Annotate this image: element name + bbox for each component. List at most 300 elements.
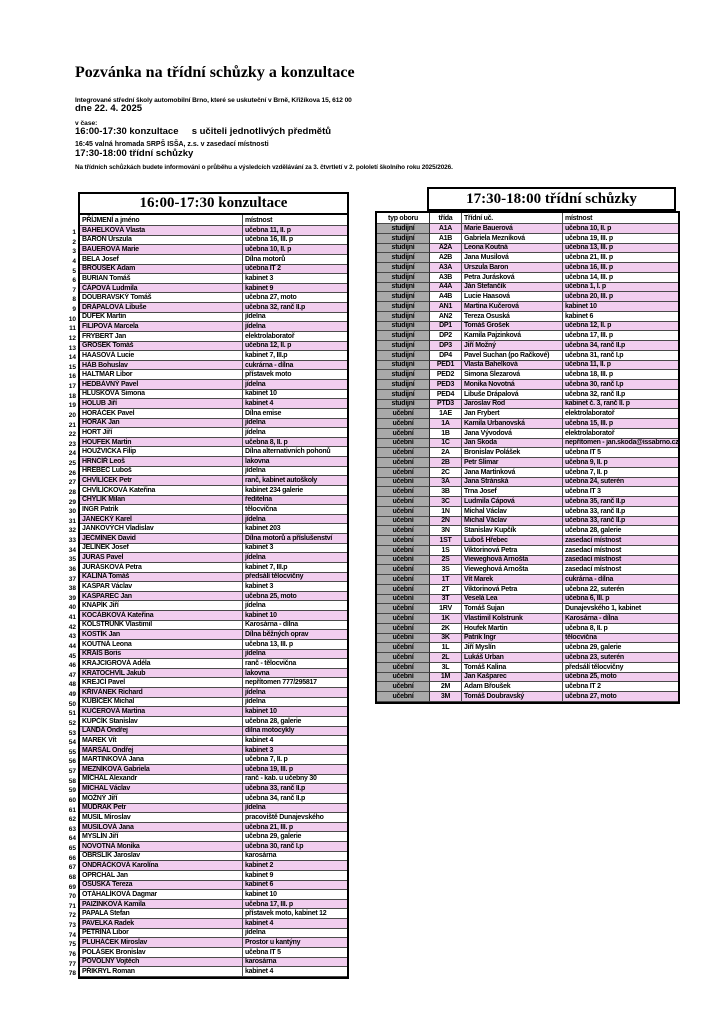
study-type: studijní [377,331,429,341]
row-number: 20 [68,411,76,419]
class-code: 2T [429,585,461,595]
teacher-name: HAASOVÁ Lucie [80,351,242,361]
consult-row [80,621,347,631]
class-teacher: Jiří Možný [461,341,562,351]
teacher-name: CHVÍLÍČKOVÁ Kateřina [80,486,242,496]
class-row [377,331,678,341]
teacher-name: HŘEBEC Luboš [80,467,242,477]
class-row [377,565,678,575]
class-row [377,478,678,488]
consult-table-body [80,226,347,977]
class-col-teacher: Třídní uč. [461,213,562,224]
study-type: studijní [377,234,429,244]
row-number: 3 [72,248,76,256]
room: cukrárna - dílna [562,575,678,585]
row-number: 34 [68,546,76,554]
room: ranč, kabinet autoškoly [242,476,347,486]
class-code: 1S [429,546,461,556]
class-teacher: Luboš Hřebec [461,536,562,546]
room: učebna 29, galerie [562,643,678,653]
teacher-name: MARŠÁL Ondřej [80,746,242,756]
teacher-name: INGR Patrik [80,505,242,515]
room: učebna 30, ranč I.p [562,380,678,390]
consult-row [80,322,347,332]
class-code: PED4 [429,390,461,400]
room: kabinet 3 [242,746,347,756]
study-type: učební [377,517,429,527]
class-row [377,458,678,468]
teacher-name: BAHELKOVÁ Vlasta [80,226,242,236]
room: učebna 18, III. p [562,370,678,380]
row-number: 28 [68,488,76,496]
room: učebna 14, III. p [562,273,678,283]
class-code: A2B [429,253,461,263]
room: učebna 27, moto [562,692,678,702]
room: Karosárna - dílna [562,614,678,624]
consult-row [80,688,347,698]
consult-row [80,467,347,477]
school-line: Integrované střední školy automobilní Brno, které se uskuteční v Brně, Křižíkova 15, 612 00 [75,97,352,104]
row-number: 11 [69,325,76,333]
teacher-name: ČÁPOVÁ Ludmila [80,284,242,294]
study-type: učební [377,565,429,575]
row-number: 46 [68,662,76,670]
class-teacher: Tomáš Šujan [461,604,562,614]
study-type: studijní [377,312,429,322]
teacher-name: PLUHÁČEK Miroslav [80,938,242,948]
room: učebna IT 5 [562,448,678,458]
teacher-name: KALINA Tomáš [80,573,242,583]
class-code: A3B [429,273,461,283]
class-row [377,302,678,312]
class-teacher: Vlastimil Kolstrunk [461,614,562,624]
room: učebna 32, ranč II.p [562,390,678,400]
row-number: 65 [68,845,76,852]
consult-row [80,592,347,602]
consult-row [80,428,347,438]
class-table-body [377,224,678,702]
consult-row [80,630,347,640]
class-row [377,487,678,497]
consult-row [80,284,347,294]
study-type: učební [377,585,429,595]
row-number: 10 [68,315,76,323]
room: učebna IT 2 [242,265,347,275]
teacher-name: DUFEK Martin [80,313,242,323]
hromada-line: 16:45 valná hromada SRPŠ ISŠA, z.s. v zasedací místnosti [75,141,269,148]
row-number: 61 [68,806,76,814]
room: jídelna [242,428,347,438]
room: učebna 22, suterén [562,585,678,595]
room: kabinet 4 [242,967,347,977]
room: Prostor u kantýny [242,938,347,948]
row-number: 37 [68,575,76,583]
consult-row [80,698,347,708]
class-teacher: Veselá Lea [461,595,562,605]
room: Dílna motorů a příslušenství [242,534,347,544]
class-row [377,448,678,458]
row-number: 35 [68,556,76,564]
consult-row [80,784,347,794]
class-teacher: Jana Stránská [461,478,562,488]
row-number: 76 [68,950,76,958]
room: dílna motocykly [242,727,347,737]
teacher-name: POLÁŠEK Bronislav [80,948,242,958]
class-teacher: Kamila Pajzinková [461,331,562,341]
class-code: 3T [429,595,461,605]
row-number: 53 [68,729,76,737]
row-number: 17 [68,383,76,390]
consult-row [80,669,347,679]
consult-row [80,832,347,842]
teacher-name: OBRŠLÍK Jaroslav [80,852,242,862]
study-type: studijní [377,263,429,273]
teacher-name: KNAPÍK Jiří [80,601,242,611]
class-col-class: třída [429,213,461,224]
room: kabinet 4 [242,736,347,746]
room: učebna IT 3 [562,487,678,497]
teacher-name: JANKOVÝCH Vladislav [80,524,242,534]
room: učebna 11, II. p [242,226,347,236]
study-type: učební [377,682,429,692]
room: učebna 23, suterén [562,653,678,663]
study-type: studijní [377,370,429,380]
study-type: učební [377,497,429,507]
room: karosárna [242,958,347,968]
study-type: učební [377,692,429,702]
teacher-name: HEDBÁVNÝ Pavel [80,380,242,390]
class-code: A1A [429,224,461,234]
study-type: učební [377,575,429,585]
study-type: učební [377,634,429,644]
class-row [377,507,678,517]
teacher-name: MOŽNÝ Jiří [80,794,242,804]
consult-row [80,707,347,717]
class-row [377,634,678,644]
consult-row [80,755,347,765]
study-type: učební [377,526,429,536]
teacher-name: JURÁSKOVÁ Petra [80,563,242,573]
teacher-name: HOUŽVIČKA Filip [80,447,242,457]
consult-row [80,948,347,958]
row-number: 6 [72,277,76,285]
class-teacher: Bronislav Polášek [461,448,562,458]
room: jídelna [242,419,347,429]
consult-row [80,573,347,583]
row-number: 78 [68,970,76,978]
class-code: PTD3 [429,400,461,410]
room: předsálí tělocvičny [562,663,678,673]
teacher-name: ONDRÁČKOVÁ Karolína [80,861,242,871]
row-number: 16 [68,373,76,381]
class-row [377,643,678,653]
consult-row [80,909,347,919]
row-number: 57 [68,768,76,775]
teacher-name: OPRCHAL Jan [80,871,242,881]
row-number: 45 [68,652,76,660]
consult-row [80,351,347,361]
row-number: 27 [68,479,76,487]
class-code: 1T [429,575,461,585]
room: kabinet 10 [242,707,347,717]
class-row [377,439,678,449]
room: ředitelna [242,496,347,506]
consult-col-name: PŘÍJMENÍ a jméno [80,215,242,226]
row-number: 31 [68,517,76,525]
row-number: 15 [68,363,76,371]
consult-row [80,640,347,650]
room: přístavek moto, kabinet 12 [242,909,347,919]
study-type: učební [377,478,429,488]
study-type: učební [377,643,429,653]
class-teacher: Monika Novotná [461,380,562,390]
class-table-title: 17:30-18:00 třídní schůzky [427,187,676,211]
study-type: učební [377,448,429,458]
row-number: 7 [72,286,76,294]
class-code: 2B [429,458,461,468]
row-number: 29 [68,498,76,506]
class-row [377,244,678,254]
row-number: 42 [68,623,76,631]
class-code: DP4 [429,351,461,361]
consult-row [80,332,347,342]
class-teacher: Petra Jurásková [461,273,562,283]
class-code: 1ST [429,536,461,546]
teacher-name: JANECKÝ Karel [80,515,242,525]
class-code: 2S [429,556,461,566]
room: kabinet 234 galerie [242,486,347,496]
row-number: 49 [68,691,76,698]
row-number: 77 [68,960,76,968]
row-number: 12 [68,334,76,342]
class-row [377,429,678,439]
row-number: 47 [68,671,76,679]
class-code: 1M [429,673,461,683]
class-teacher: Martina Kučerová [461,302,562,312]
consult-row [80,534,347,544]
teacher-name: HORÁK Jan [80,419,242,429]
class-code: PED2 [429,370,461,380]
consult-row [80,852,347,862]
consult-row [80,505,347,515]
class-code: 1K [429,614,461,624]
consult-row [80,746,347,756]
row-number: 70 [68,893,76,901]
room: učebna 34, ranč II.p [242,794,347,804]
consult-header-row [80,215,347,226]
consult-row [80,765,347,775]
class-teacher: Trna Josef [461,487,562,497]
room: jídelna [242,467,347,477]
row-number: 5 [72,267,76,275]
room: Dílna motorů [242,255,347,265]
consult-row-numbers [64,228,76,979]
teacher-name: KOCÁBKOVÁ Kateřina [80,611,242,621]
teacher-name: MYSLÍN Jiří [80,832,242,842]
room: jídelna [242,313,347,323]
room: učebna 19, III. p [242,765,347,775]
page-title: Pozvánka na třídní schůzky a konzultace [75,64,355,81]
class-row [377,556,678,566]
room: kabinet 10 [562,302,678,312]
class-teacher: Pavel Suchan (po Račkové) [461,351,562,361]
study-type: učební [377,536,429,546]
room: učebna 33, ranč II.p [562,507,678,517]
teacher-name: KUBÍČEK Michal [80,698,242,708]
room: lakovna [242,457,347,467]
room: kabinet 6 [242,881,347,891]
room: kabinet 4 [242,399,347,409]
study-type: učební [377,614,429,624]
room: zasedací místnost [562,546,678,556]
consult-row [80,265,347,275]
class-code: 2A [429,448,461,458]
class-code: A4B [429,292,461,302]
room: učebna IT 2 [562,682,678,692]
consult-row [80,813,347,823]
room: zasedací místnost [562,565,678,575]
teacher-name: MUDRÁK Petr [80,804,242,814]
row-number: 39 [68,594,76,602]
row-number: 55 [68,748,76,756]
class-row [377,234,678,244]
room: ranč - tělocvična [242,659,347,669]
study-type: učební [377,487,429,497]
consult-table-title: 16:00-17:30 konzultace [80,194,347,215]
row-number: 8 [72,296,76,304]
room: učebna 6, III. p [562,595,678,605]
class-row [377,692,678,702]
room: učebna 21, III. p [242,823,347,833]
class-code: 3N [429,526,461,536]
teacher-name: HALTMAR Libor [80,370,242,380]
study-type: studijní [377,302,429,312]
class-code: DP1 [429,322,461,332]
class-code: A4A [429,283,461,293]
teacher-name: KOLSTRUNK Vlastimil [80,621,242,631]
class-teacher: Ján Štefančík [461,283,562,293]
study-type: studijní [377,380,429,390]
row-number: 40 [68,604,76,612]
consult-row [80,496,347,506]
study-type: učební [377,409,429,419]
class-code: 1C [429,439,461,449]
teacher-name: CHVÍLÍČEK Petr [80,476,242,486]
class-teacher: Jan Škoda [461,439,562,449]
study-type: učební [377,556,429,566]
class-row [377,673,678,683]
row-number: 52 [68,719,76,727]
study-type: učební [377,624,429,634]
teacher-name: HÁB Bohuslav [80,361,242,371]
teacher-name: BAUEROVÁ Marie [80,245,242,255]
study-type: učební [377,429,429,439]
teacher-name: JEČMÍNEK David [80,534,242,544]
room: kabinet 9 [242,871,347,881]
class-code: A3A [429,263,461,273]
room: učebna 17, III. p [242,900,347,910]
study-type: studijní [377,361,429,371]
teacher-name: BURIAN Tomáš [80,274,242,284]
teacher-name: HLŮŠKOVÁ Simona [80,390,242,400]
teacher-name: NOVOTNÁ Monika [80,842,242,852]
row-number: 54 [68,739,76,747]
teacher-name: BELA Josef [80,255,242,265]
room: učebna 31, ranč I.p [562,351,678,361]
class-teacher: Marie Bauerová [461,224,562,234]
class-row [377,663,678,673]
teacher-name: KAŠPAR Václav [80,582,242,592]
class-code: PED1 [429,361,461,371]
study-type: studijní [377,400,429,410]
row-number: 64 [68,835,76,843]
row-number: 36 [68,565,76,573]
row-number: 69 [68,883,76,891]
room: zasedací místnost [562,536,678,546]
room: učebna 11, II. p [562,361,678,371]
study-type: učební [377,595,429,605]
class-teacher: Tomáš Grošek [461,322,562,332]
class-row [377,370,678,380]
class-teacher: Vlasta Bahelková [461,361,562,371]
room: učebna 8, II. p [242,438,347,448]
class-row [377,409,678,419]
consult-row [80,486,347,496]
room: učebna 28, galerie [242,717,347,727]
class-teacher: Jana Vývodová [461,429,562,439]
class-teacher: Houfek Martin [461,624,562,634]
consult-row [80,890,347,900]
class-code: 3K [429,634,461,644]
room: jídelna [242,804,347,814]
class-code: AN1 [429,302,461,312]
room: pracoviště Dunajevského [242,813,347,823]
room: kabinet 203 [242,524,347,534]
consult-row [80,380,347,390]
class-teacher: Vít Marek [461,575,562,585]
consult-row [80,342,347,352]
row-number: 67 [68,864,76,872]
row-number: 21 [68,421,76,429]
consult-row [80,842,347,852]
class-row [377,253,678,263]
row-number: 50 [68,700,76,708]
study-type: učební [377,439,429,449]
room: Dunajevského 1, kabinet [562,604,678,614]
class-code: 1A [429,419,461,429]
room: cukrárna - dílna [242,361,347,371]
study-type: studijní [377,253,429,263]
consult-row [80,515,347,525]
class-row [377,614,678,624]
row-number: 68 [68,873,76,881]
room: kabinet 2 [242,861,347,871]
room: jídelna [242,380,347,390]
teacher-name: KRATOCHVÍL Jakub [80,669,242,679]
room: kabinet 10 [242,390,347,400]
room: učebna 24, suterén [562,478,678,488]
study-type: učební [377,468,429,478]
class-teacher: Vieweghová Arnošta [461,556,562,566]
room: kabinet 10 [242,890,347,900]
room: učebna 21, III. p [562,253,678,263]
room: učebna 19, III. p [562,234,678,244]
consult-row [80,871,347,881]
class-teacher: Tereza Osuská [461,312,562,322]
class-teacher: Stanislav Kupčík [461,526,562,536]
row-number: 71 [68,902,76,910]
room: učebna 33, ranč II.p [242,784,347,794]
